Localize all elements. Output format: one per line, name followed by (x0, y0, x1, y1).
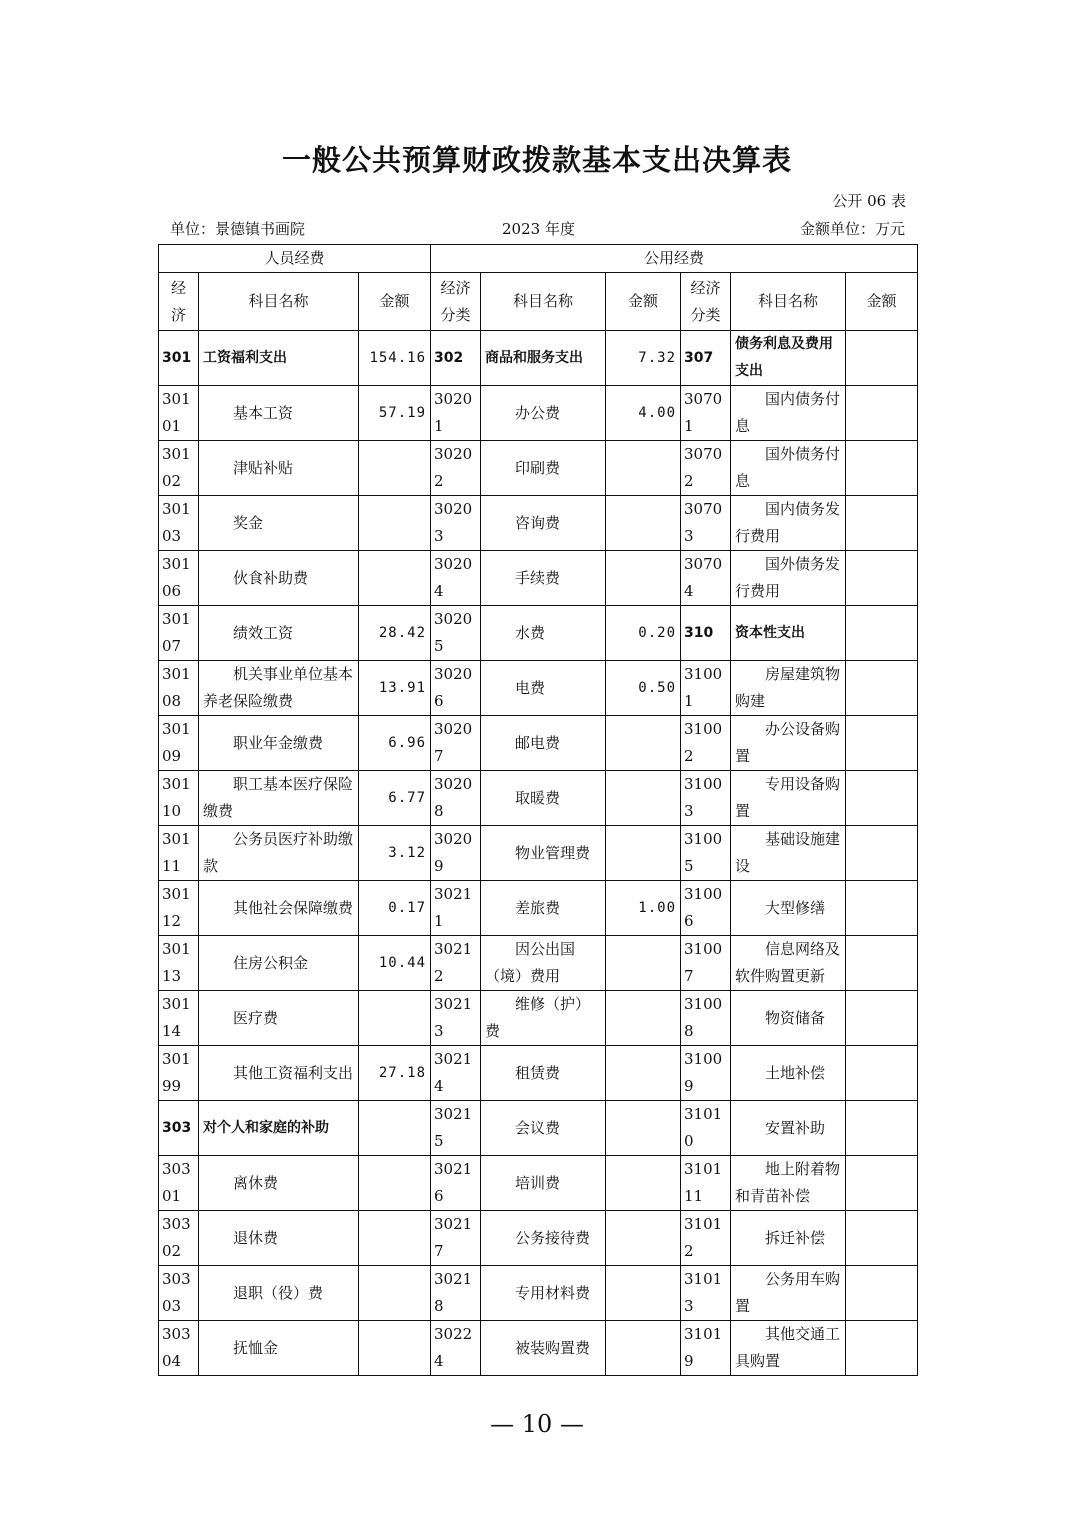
subject-name: 印刷费 (481, 441, 606, 496)
table-row (159, 771, 918, 826)
header-row-groups (159, 245, 918, 273)
amount (359, 551, 431, 606)
amount (359, 991, 431, 1046)
economic-code: 3022 4 (431, 1321, 481, 1376)
amount (846, 771, 918, 826)
subject-name: 抚恤金 (199, 1321, 359, 1376)
table-row (159, 331, 918, 386)
amount (846, 716, 918, 771)
amount (846, 991, 918, 1046)
amount (359, 1266, 431, 1321)
amount: 0.17 (359, 881, 431, 936)
amount (846, 1211, 918, 1266)
name-header: 科目名称 (199, 273, 359, 331)
amount (846, 606, 918, 661)
economic-code: 3100 5 (681, 826, 731, 881)
year-label: 2023 年度 (502, 220, 575, 238)
code-header: 经济分类 (431, 273, 481, 331)
economic-code: 3020 8 (431, 771, 481, 826)
amount (359, 441, 431, 496)
header-row-columns (159, 273, 918, 331)
subject-name: 公务员医疗补助缴款 (199, 826, 359, 881)
amount: 6.96 (359, 716, 431, 771)
economic-code: 301 02 (159, 441, 199, 496)
subject-name: 职业年金缴费 (199, 716, 359, 771)
subject-name: 商品和服务支出 (481, 331, 606, 386)
economic-code: 3021 7 (431, 1211, 481, 1266)
economic-code: 301 08 (159, 661, 199, 716)
table-row (159, 1101, 918, 1156)
table-row (159, 716, 918, 771)
subject-name: 津贴补贴 (199, 441, 359, 496)
economic-code: 3020 1 (431, 386, 481, 441)
economic-code: 3021 2 (431, 936, 481, 991)
amount (846, 661, 918, 716)
code-header: 经济分类 (681, 273, 731, 331)
economic-code: 301 07 (159, 606, 199, 661)
amount (606, 1046, 681, 1101)
economic-code: 303 03 (159, 1266, 199, 1321)
subject-name: 基本工资 (199, 386, 359, 441)
subject-name: 房屋建筑物购建 (731, 661, 846, 716)
subject-name: 资本性支出 (731, 606, 846, 661)
table-row (159, 1321, 918, 1376)
subject-name: 退休费 (199, 1211, 359, 1266)
economic-code: 301 14 (159, 991, 199, 1046)
amount (846, 1156, 918, 1211)
subject-name: 公务用车购置 (731, 1266, 846, 1321)
amount (606, 716, 681, 771)
amount: 10.44 (359, 936, 431, 991)
subject-name: 职工基本医疗保险缴费 (199, 771, 359, 826)
economic-code: 3100 2 (681, 716, 731, 771)
economic-code: 3021 6 (431, 1156, 481, 1211)
amount (606, 1266, 681, 1321)
page-title: 一般公共预算财政拨款基本支出决算表 (281, 143, 792, 177)
amount (606, 551, 681, 606)
amount (606, 1101, 681, 1156)
table-row (159, 551, 918, 606)
economic-code: 301 10 (159, 771, 199, 826)
subject-name: 工资福利支出 (199, 331, 359, 386)
subject-name: 离休费 (199, 1156, 359, 1211)
amount (606, 771, 681, 826)
economic-code: 3070 1 (681, 386, 731, 441)
table-number: 公开 06 表 (832, 192, 906, 210)
amount: 0.20 (606, 606, 681, 661)
amount (846, 1321, 918, 1376)
subject-name: 被装购置费 (481, 1321, 606, 1376)
economic-code: 303 04 (159, 1321, 199, 1376)
subject-name: 专用材料费 (481, 1266, 606, 1321)
amount: 154.16 (359, 331, 431, 386)
code-header: 经济 (159, 273, 199, 331)
amount (606, 991, 681, 1046)
amount (846, 1101, 918, 1156)
amount (846, 936, 918, 991)
name-header: 科目名称 (731, 273, 846, 331)
economic-code: 3020 9 (431, 826, 481, 881)
amount: 3.12 (359, 826, 431, 881)
subject-name: 绩效工资 (199, 606, 359, 661)
amount: 13.91 (359, 661, 431, 716)
economic-code: 3101 9 (681, 1321, 731, 1376)
table-row (159, 826, 918, 881)
economic-code: 3101 0 (681, 1101, 731, 1156)
expenditure-table (158, 244, 918, 1376)
table-row (159, 991, 918, 1046)
subject-name: 培训费 (481, 1156, 606, 1211)
amount (846, 386, 918, 441)
table-row (159, 936, 918, 991)
table-row (159, 1266, 918, 1321)
subject-name: 邮电费 (481, 716, 606, 771)
economic-code: 301 99 (159, 1046, 199, 1101)
amount (846, 826, 918, 881)
economic-code: 3021 1 (431, 881, 481, 936)
economic-code: 3020 7 (431, 716, 481, 771)
economic-code: 3021 4 (431, 1046, 481, 1101)
economic-code: 3100 1 (681, 661, 731, 716)
public-header: 公用经费 (431, 245, 918, 273)
economic-code: 307 (681, 331, 731, 386)
unit-label: 单位：景德镇书画院 (170, 220, 306, 238)
economic-code: 301 06 (159, 551, 199, 606)
economic-code: 3101 3 (681, 1266, 731, 1321)
subject-name: 住房公积金 (199, 936, 359, 991)
subject-name: 咨询费 (481, 496, 606, 551)
economic-code: 303 01 (159, 1156, 199, 1211)
amount: 4.00 (606, 386, 681, 441)
table-row (159, 441, 918, 496)
table-row (159, 386, 918, 441)
subject-name: 国外债务付息 (731, 441, 846, 496)
economic-code: 3070 3 (681, 496, 731, 551)
subject-name: 国外债务发行费用 (731, 551, 846, 606)
amount (606, 1156, 681, 1211)
subject-name: 国内债务付息 (731, 386, 846, 441)
subject-name: 会议费 (481, 1101, 606, 1156)
economic-code: 3070 4 (681, 551, 731, 606)
economic-code: 301 (159, 331, 199, 386)
subject-name: 其他工资福利支出 (199, 1046, 359, 1101)
amount (606, 826, 681, 881)
table-row (159, 496, 918, 551)
amount (359, 1321, 431, 1376)
subject-name: 对个人和家庭的补助 (199, 1101, 359, 1156)
amount-header: 金额 (359, 273, 431, 331)
amount (606, 496, 681, 551)
amount (846, 496, 918, 551)
economic-code: 303 02 (159, 1211, 199, 1266)
amount (359, 496, 431, 551)
amount: 6.77 (359, 771, 431, 826)
table-row (159, 1156, 918, 1211)
economic-code: 3101 11 (681, 1156, 731, 1211)
amount (846, 881, 918, 936)
subject-name: 其他交通工具购置 (731, 1321, 846, 1376)
economic-code: 3100 6 (681, 881, 731, 936)
subject-name: 差旅费 (481, 881, 606, 936)
economic-code: 301 09 (159, 716, 199, 771)
subject-name: 办公费 (481, 386, 606, 441)
subject-name: 维修（护）费 (481, 991, 606, 1046)
subject-name: 手续费 (481, 551, 606, 606)
economic-code: 3020 2 (431, 441, 481, 496)
amount (359, 1101, 431, 1156)
economic-code: 3020 4 (431, 551, 481, 606)
page-number: — 10 — (490, 1410, 584, 1438)
amount (606, 1211, 681, 1266)
amount (606, 936, 681, 991)
amount (846, 441, 918, 496)
subject-name: 医疗费 (199, 991, 359, 1046)
economic-code: 3100 7 (681, 936, 731, 991)
economic-code: 3070 2 (681, 441, 731, 496)
subject-name: 国内债务发行费用 (731, 496, 846, 551)
subject-name: 奖金 (199, 496, 359, 551)
subject-name: 基础设施建设 (731, 826, 846, 881)
amount: 27.18 (359, 1046, 431, 1101)
amount: 7.32 (606, 331, 681, 386)
personnel-header: 人员经费 (159, 245, 431, 273)
economic-code: 3100 8 (681, 991, 731, 1046)
subject-name: 伙食补助费 (199, 551, 359, 606)
table-row (159, 606, 918, 661)
subject-name: 大型修缮 (731, 881, 846, 936)
amount (359, 1211, 431, 1266)
economic-code: 3100 9 (681, 1046, 731, 1101)
economic-code: 3021 3 (431, 991, 481, 1046)
economic-code: 3020 5 (431, 606, 481, 661)
subject-name: 信息网络及软件购置更新 (731, 936, 846, 991)
economic-code: 301 12 (159, 881, 199, 936)
table-row (159, 661, 918, 716)
economic-code: 303 (159, 1101, 199, 1156)
subject-name: 地上附着物和青苗补偿 (731, 1156, 846, 1211)
name-header: 科目名称 (481, 273, 606, 331)
amount-header: 金额 (846, 273, 918, 331)
amount-header: 金额 (606, 273, 681, 331)
amount (606, 441, 681, 496)
economic-code: 310 (681, 606, 731, 661)
economic-code: 3100 3 (681, 771, 731, 826)
economic-code: 301 13 (159, 936, 199, 991)
economic-code: 302 (431, 331, 481, 386)
subject-name: 退职（役）费 (199, 1266, 359, 1321)
subject-name: 安置补助 (731, 1101, 846, 1156)
subject-name: 物资储备 (731, 991, 846, 1046)
amount: 1.00 (606, 881, 681, 936)
economic-code: 3021 8 (431, 1266, 481, 1321)
amount: 57.19 (359, 386, 431, 441)
amount (359, 1156, 431, 1211)
subject-name: 办公设备购置 (731, 716, 846, 771)
amount (846, 331, 918, 386)
subject-name: 债务利息及费用支出 (731, 331, 846, 386)
subject-name: 租赁费 (481, 1046, 606, 1101)
subject-name: 其他社会保障缴费 (199, 881, 359, 936)
amount (846, 551, 918, 606)
subject-name: 专用设备购置 (731, 771, 846, 826)
amount: 0.50 (606, 661, 681, 716)
subject-name: 土地补偿 (731, 1046, 846, 1101)
economic-code: 3020 6 (431, 661, 481, 716)
subject-name: 公务接待费 (481, 1211, 606, 1266)
subject-name: 因公出国（境）费用 (481, 936, 606, 991)
amount (606, 1321, 681, 1376)
amount (846, 1046, 918, 1101)
subject-name: 水费 (481, 606, 606, 661)
subject-name: 取暖费 (481, 771, 606, 826)
currency-unit-label: 金额单位：万元 (799, 220, 905, 238)
amount (846, 1266, 918, 1321)
economic-code: 3101 2 (681, 1211, 731, 1266)
subject-name: 电费 (481, 661, 606, 716)
table-row (159, 1211, 918, 1266)
subject-name: 物业管理费 (481, 826, 606, 881)
economic-code: 301 03 (159, 496, 199, 551)
table-row (159, 881, 918, 936)
subject-name: 拆迁补偿 (731, 1211, 846, 1266)
economic-code: 301 01 (159, 386, 199, 441)
table-row (159, 1046, 918, 1101)
economic-code: 3021 5 (431, 1101, 481, 1156)
economic-code: 3020 3 (431, 496, 481, 551)
amount: 28.42 (359, 606, 431, 661)
economic-code: 301 11 (159, 826, 199, 881)
subject-name: 机关事业单位基本养老保险缴费 (199, 661, 359, 716)
